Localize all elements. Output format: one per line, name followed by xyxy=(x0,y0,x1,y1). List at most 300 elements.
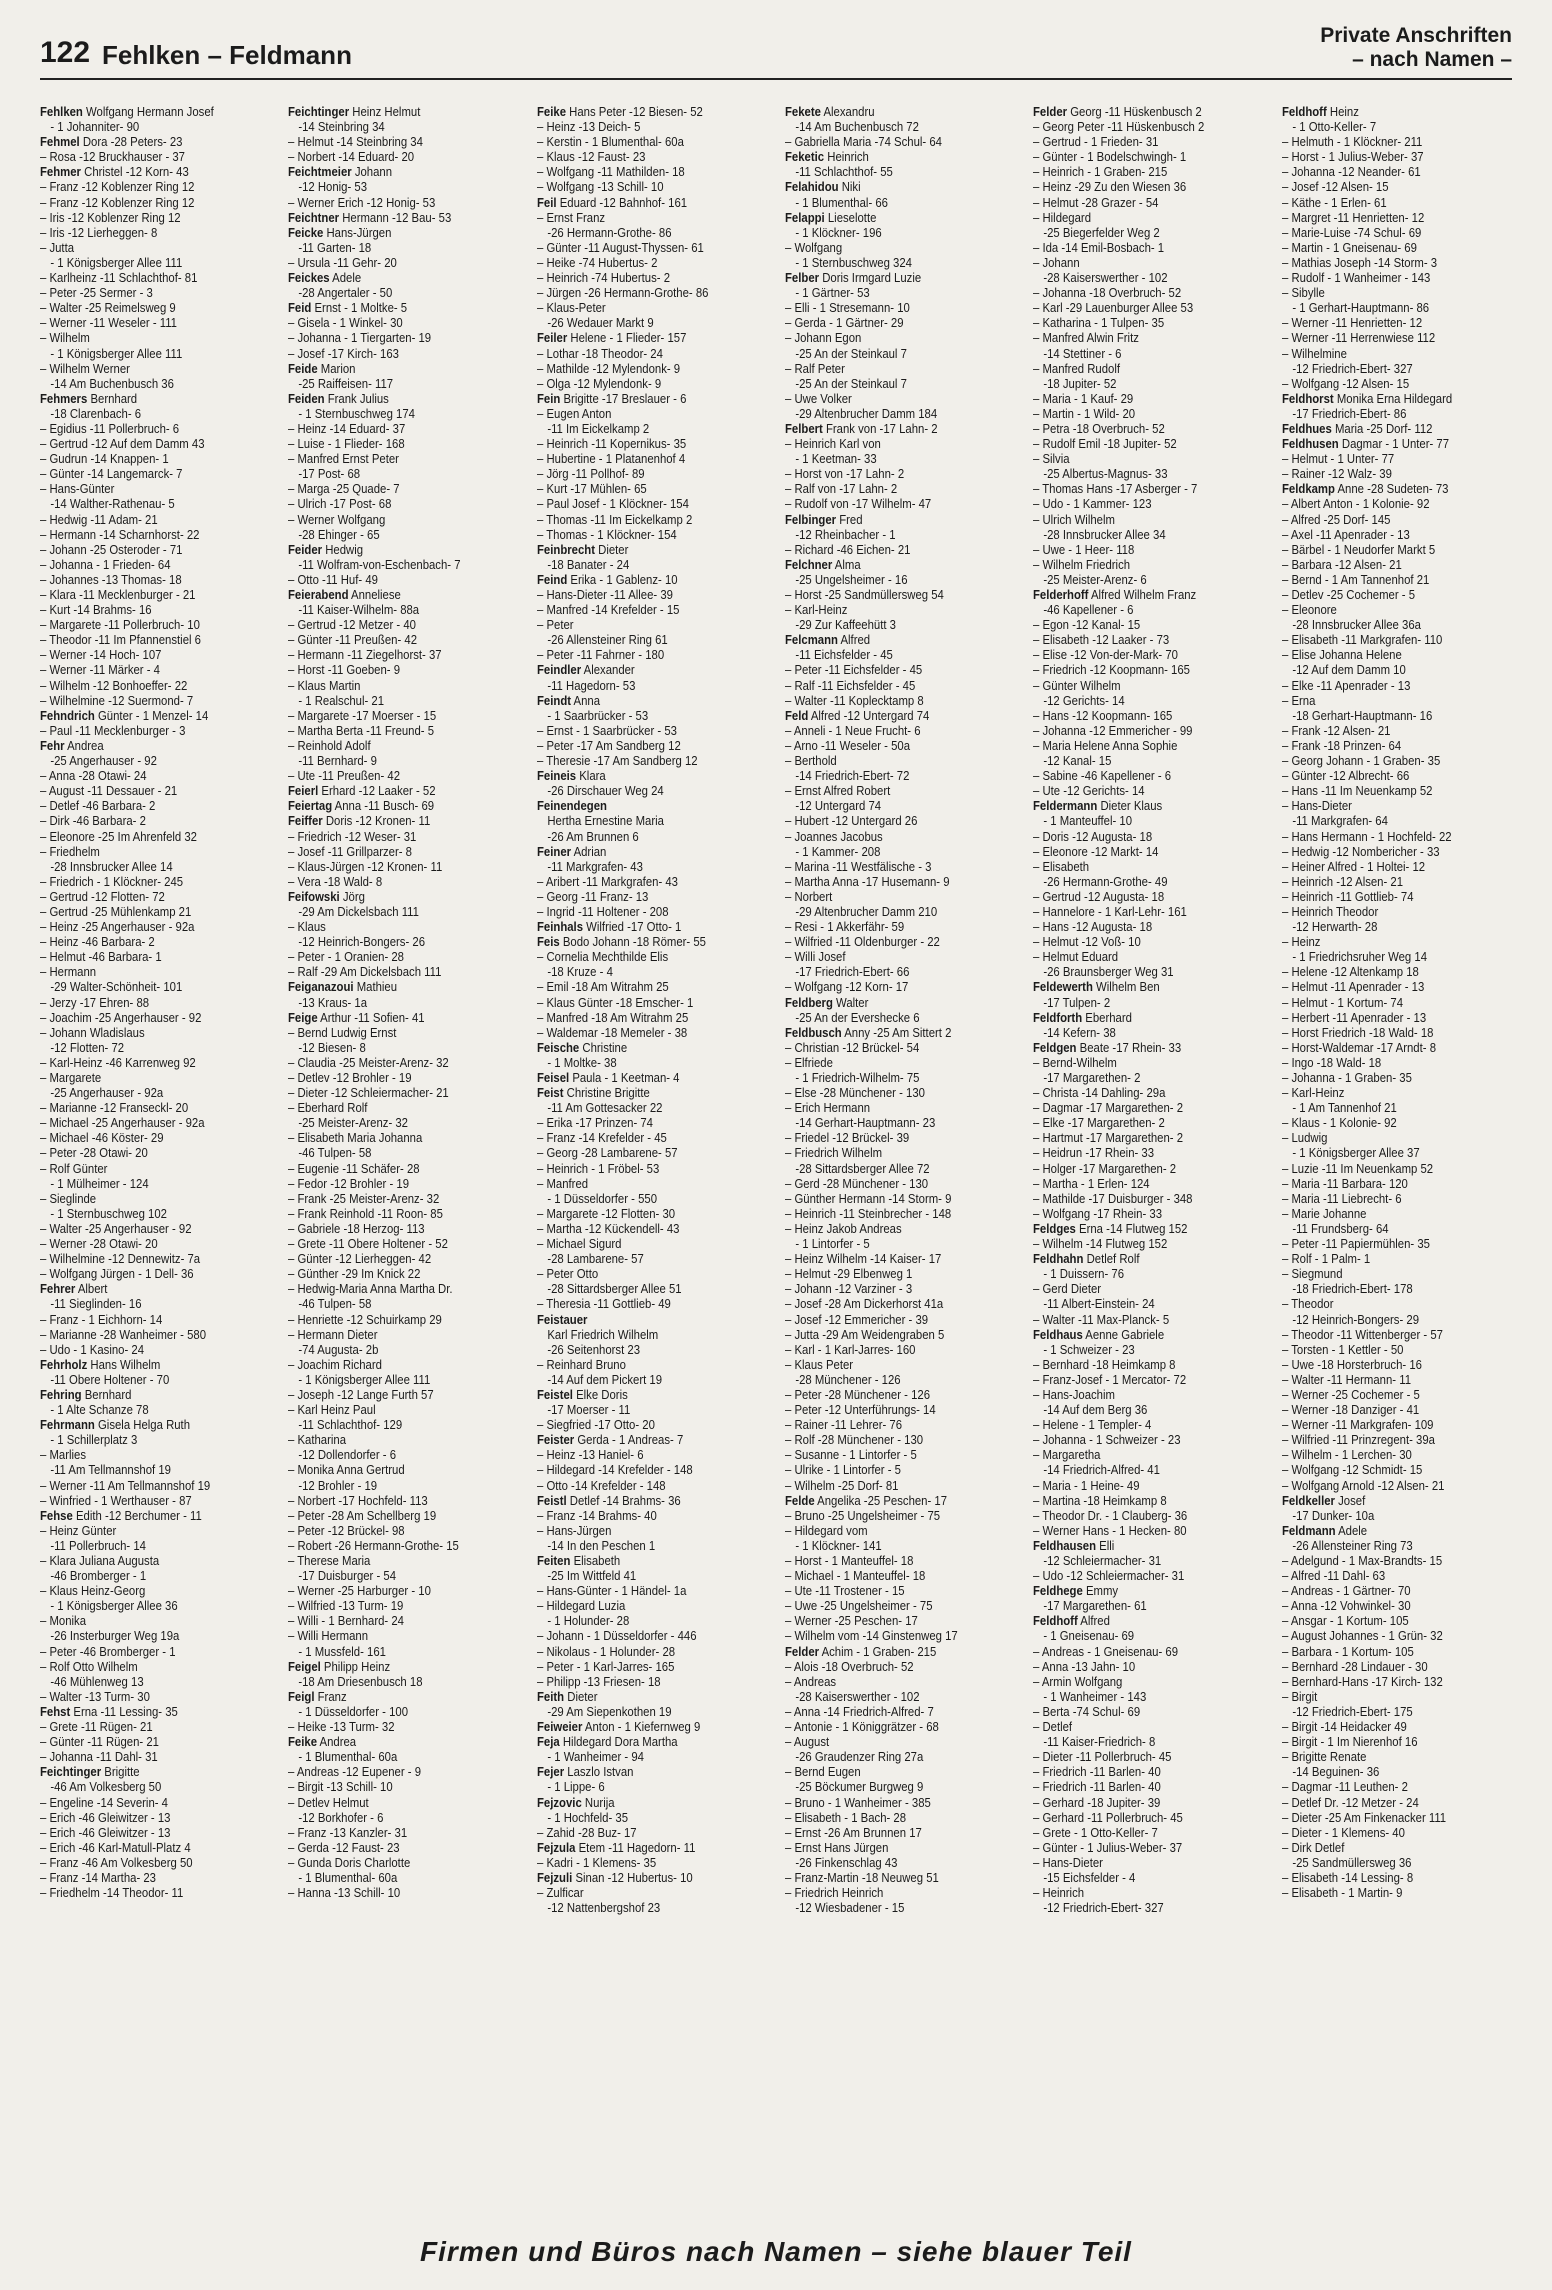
entry-text: – Werner Wolfgang xyxy=(288,511,386,527)
directory-entry xyxy=(1033,1900,1263,1915)
entry-text: – Werner -11 Henrietten- 12 xyxy=(1281,315,1422,331)
entry-surname: Feindt xyxy=(536,692,571,708)
directory-entry xyxy=(288,270,518,285)
directory-entry xyxy=(537,1447,767,1462)
directory-entry xyxy=(40,1236,270,1251)
entry-text: – Nikolaus - 1 Holunder- 28 xyxy=(536,1643,675,1659)
entry-text: – Käthe - 1 Erlen- 61 xyxy=(1281,194,1387,210)
directory-entry xyxy=(288,119,518,134)
entry-text: – Michael - 1 Manteuffel- 18 xyxy=(784,1568,926,1584)
entry-text: – Doris -12 Augusta- 18 xyxy=(1033,828,1153,844)
directory-entry xyxy=(288,466,518,481)
directory-entry xyxy=(288,164,518,179)
entry-text: – Brigitte Renate xyxy=(1281,1749,1367,1765)
entry-surname: Feldermann xyxy=(1033,798,1098,814)
entry-text: – Joseph -12 Lange Furth 57 xyxy=(288,1386,434,1402)
directory-entry xyxy=(537,602,767,617)
directory-entry xyxy=(1033,1553,1263,1568)
entry-text: – Georg Johann - 1 Graben- 35 xyxy=(1281,753,1440,769)
directory-entry xyxy=(785,179,1015,194)
directory-entry xyxy=(1282,1251,1512,1266)
entry-text: – Grete - 1 Otto-Keller- 7 xyxy=(1033,1824,1159,1840)
directory-entry xyxy=(40,995,270,1010)
directory-entry xyxy=(40,829,270,844)
entry-text: – Wilhelm Werner xyxy=(40,360,130,376)
entry-text: – Walter -11 Hermann- 11 xyxy=(1281,1371,1411,1387)
entry-text: – Anna -12 Vohwinkel- 30 xyxy=(1281,1598,1411,1614)
directory-entry xyxy=(1033,391,1263,406)
entry-text: – Werner -28 Otawi- 20 xyxy=(40,1236,158,1252)
directory-entry xyxy=(785,1478,1015,1493)
entry-text: Franz xyxy=(317,1688,347,1704)
directory-entry xyxy=(40,1342,270,1357)
directory-entry xyxy=(288,1296,518,1311)
entry-text: – Dagmar -17 Margarethen- 2 xyxy=(1033,1100,1184,1116)
directory-entry xyxy=(785,572,1015,587)
directory-entry xyxy=(1033,330,1263,345)
entry-text: -28 Lambarene- 57 xyxy=(546,1251,644,1267)
directory-entry xyxy=(1033,708,1263,723)
entry-text: -28 Angertaler - 50 xyxy=(298,285,393,301)
directory-entry xyxy=(1282,753,1512,768)
entry-text: – Wolfgang -17 Rhein- 33 xyxy=(1033,1205,1163,1221)
entry-text: – Heinrich Karl von xyxy=(784,436,881,452)
directory-entry xyxy=(537,270,767,285)
directory-entry xyxy=(40,844,270,859)
entry-text: – Uwe -25 Ungelsheimer - 75 xyxy=(784,1598,933,1614)
entry-text: -26 Dirschauer Weg 24 xyxy=(546,783,664,799)
directory-entry xyxy=(785,904,1015,919)
directory-entry xyxy=(1282,874,1512,889)
directory-entry xyxy=(40,1387,270,1402)
directory-entry xyxy=(537,481,767,496)
entry-text: – Wilhelm xyxy=(40,330,90,346)
entry-surname: Fejer xyxy=(536,1764,564,1780)
entry-text: -17 Duisburger - 54 xyxy=(298,1568,397,1584)
entry-text: – Willi Hermann xyxy=(288,1628,369,1644)
entry-text: – Eleonore xyxy=(1281,602,1337,618)
entry-text: -11 Obere Holtener - 70 xyxy=(50,1371,170,1387)
directory-entry xyxy=(1282,979,1512,994)
directory-entry xyxy=(1033,134,1263,149)
entry-text: – Gabriele -18 Herzog- 113 xyxy=(288,1220,425,1236)
entry-text: -14 Gerhart-Hauptmann- 23 xyxy=(795,1115,936,1131)
directory-entry xyxy=(40,557,270,572)
directory-entry xyxy=(537,255,767,270)
directory-entry xyxy=(1282,1749,1512,1764)
directory-entry xyxy=(785,1719,1015,1734)
directory-entry xyxy=(40,587,270,602)
entry-text: -46 Tulpen- 58 xyxy=(298,1296,372,1312)
directory-entry xyxy=(40,1659,270,1674)
entry-text: – Johanna -11 Dahl- 31 xyxy=(40,1749,158,1765)
entry-surname: Felchner xyxy=(784,556,833,572)
directory-entry xyxy=(537,1568,767,1583)
directory-entry xyxy=(40,1266,270,1281)
directory-entry xyxy=(537,859,767,874)
entry-text: Karl Friedrich Wilhelm xyxy=(546,1326,658,1342)
entry-text: – Martina -18 Heimkamp 8 xyxy=(1033,1492,1167,1508)
directory-entry xyxy=(785,1810,1015,1825)
directory-entry xyxy=(785,466,1015,481)
directory-entry xyxy=(537,1357,767,1372)
directory-entry xyxy=(1282,1176,1512,1191)
entry-text: – Anna -13 Jahn- 10 xyxy=(1033,1658,1136,1674)
directory-entry xyxy=(1282,572,1512,587)
entry-text: – Johann xyxy=(1033,254,1080,270)
directory-entry xyxy=(40,1055,270,1070)
entry-text: – Paul Josef - 1 Klöckner- 154 xyxy=(536,496,689,512)
directory-entry xyxy=(537,617,767,632)
entry-text: – Margarete -12 Flotten- 30 xyxy=(536,1205,675,1221)
directory-entry xyxy=(1282,1432,1512,1447)
directory-entry xyxy=(288,1312,518,1327)
entry-text: – Gertrud -12 Metzer - 40 xyxy=(288,617,417,633)
directory-entry xyxy=(40,1040,270,1055)
entry-text: – Werner Hans - 1 Hecken- 80 xyxy=(1033,1522,1187,1538)
entry-text: – Hans-Joachim xyxy=(1033,1386,1116,1402)
entry-text: – Horst Friedrich -18 Wald- 18 xyxy=(1281,1024,1434,1040)
entry-text: -46 Bromberger - 1 xyxy=(50,1568,147,1584)
entry-text: – Frank Reinhold -11 Roon- 85 xyxy=(288,1205,444,1221)
directory-entry xyxy=(1033,1417,1263,1432)
entry-text: – Klaus Heinz-Georg xyxy=(40,1583,146,1599)
directory-entry xyxy=(785,481,1015,496)
directory-entry xyxy=(1282,1387,1512,1402)
entry-text: -26 Hermann-Grothe- 49 xyxy=(1043,873,1168,889)
directory-entry xyxy=(1282,708,1512,723)
directory-entry xyxy=(40,1357,270,1372)
entry-text: – Wilhelm -14 Flutweg 152 xyxy=(1033,1236,1168,1252)
directory-entry xyxy=(288,315,518,330)
directory-entry xyxy=(288,451,518,466)
entry-surname: Feistauer xyxy=(536,1311,588,1327)
directory-entry xyxy=(1282,798,1512,813)
directory-entry xyxy=(1282,1810,1512,1825)
entry-text: -12 Friedrich-Ebert- 327 xyxy=(1291,360,1413,376)
entry-text: – Vera -18 Wald- 8 xyxy=(288,873,383,889)
entry-text: – Georg Peter -11 Hüskenbusch 2 xyxy=(1033,119,1205,135)
entry-text: – Zulficar xyxy=(536,1885,584,1901)
directory-entry xyxy=(40,949,270,964)
directory-entry xyxy=(1033,164,1263,179)
entry-text: - 1 Johanniter- 90 xyxy=(50,119,140,135)
directory-entry xyxy=(288,1040,518,1055)
directory-entry xyxy=(785,662,1015,677)
directory-entry xyxy=(1282,195,1512,210)
entry-text: – Wilhelm -12 Bonhoeffer- 22 xyxy=(40,677,188,693)
directory-entry xyxy=(785,1100,1015,1115)
entry-text: – Joachim -25 Angerhauser - 92 xyxy=(40,1009,202,1025)
directory-entry xyxy=(785,421,1015,436)
entry-text: - 1 Blumenthal- 60a xyxy=(298,1749,398,1765)
entry-text: – Manfred -14 Krefelder - 15 xyxy=(536,602,680,618)
directory-entry xyxy=(1033,859,1263,874)
entry-text: – Frank -25 Meister-Arenz- 32 xyxy=(288,1190,440,1206)
entry-text: – Dieter -11 Pollerbruch- 45 xyxy=(1033,1749,1172,1765)
entry-text: – Helmut -29 Elbenweg 1 xyxy=(784,1266,913,1282)
entry-text: – Barbara - 1 Kortum- 105 xyxy=(1281,1643,1414,1659)
directory-entry xyxy=(785,149,1015,164)
directory-column-1 xyxy=(40,104,270,2214)
directory-entry xyxy=(1033,1402,1263,1417)
entry-text: -46 Tulpen- 58 xyxy=(298,1145,372,1161)
entry-text: -12 Flotten- 72 xyxy=(50,1039,125,1055)
entry-text: – Torsten - 1 Kettler - 50 xyxy=(1281,1341,1404,1357)
directory-entry xyxy=(785,1161,1015,1176)
entry-text: – Heinz Jakob Andreas xyxy=(784,1220,902,1236)
entry-text: – Johann Wladislaus xyxy=(40,1024,145,1040)
entry-text: – Rudolf Emil -18 Jupiter- 52 xyxy=(1033,436,1178,452)
directory-entry xyxy=(1282,1191,1512,1206)
entry-text: – Theodor -11 Wittenberger - 57 xyxy=(1281,1326,1443,1342)
directory-entry xyxy=(537,1613,767,1628)
directory-entry xyxy=(1033,889,1263,904)
entry-text: Bodo Johann -18 Römer- 55 xyxy=(562,934,706,950)
entry-text: – Peter -11 Fahrner - 180 xyxy=(536,647,664,663)
entry-text: – Elke -11 Apenrader - 13 xyxy=(1281,677,1411,693)
entry-text: -14 Auf dem Berg 36 xyxy=(1043,1402,1148,1418)
directory-entry xyxy=(1033,1734,1263,1749)
entry-text: -26 Allensteiner Ring 61 xyxy=(546,632,668,648)
directory-entry xyxy=(1033,255,1263,270)
directory-entry xyxy=(785,255,1015,270)
entry-surname: Feinendegen xyxy=(536,798,607,814)
directory-entry xyxy=(1033,1840,1263,1855)
directory-entry xyxy=(288,134,518,149)
entry-text: – Hans-Jürgen xyxy=(536,1522,612,1538)
entry-text: – Marie-Luise -74 Schul- 69 xyxy=(1281,224,1421,240)
entry-text: – Heinz xyxy=(1281,934,1321,950)
directory-entry xyxy=(1033,1478,1263,1493)
entry-text: -28 Ehinger - 65 xyxy=(298,526,380,542)
directory-entry xyxy=(785,315,1015,330)
entry-surname: Feider xyxy=(288,541,323,557)
directory-entry xyxy=(1033,346,1263,361)
entry-surname: Feldhoff xyxy=(1033,1613,1079,1629)
entry-text: Detlef Rolf xyxy=(1086,1251,1140,1267)
entry-text: – Martha -12 Kückendell- 43 xyxy=(536,1220,680,1236)
directory-entry xyxy=(1282,1447,1512,1462)
directory-entry xyxy=(40,1025,270,1040)
entry-text: – Karl - 1 Karl-Jarres- 160 xyxy=(784,1341,916,1357)
entry-text: -12 Borkhofer - 6 xyxy=(298,1809,384,1825)
entry-text: – Margarete -17 Moerser - 15 xyxy=(288,707,437,723)
entry-text: – Dieter -25 Am Finkenacker 111 xyxy=(1281,1809,1446,1825)
entry-text: – Herbert -11 Apenrader - 13 xyxy=(1281,1009,1426,1025)
directory-entry xyxy=(785,844,1015,859)
directory-column-2 xyxy=(288,104,518,2214)
entry-text: -12 Untergard 74 xyxy=(795,798,882,814)
directory-entry xyxy=(40,1100,270,1115)
directory-entry xyxy=(40,512,270,527)
directory-entry xyxy=(1282,1070,1512,1085)
entry-text: – Ulrich -17 Post- 68 xyxy=(288,496,392,512)
directory-entry xyxy=(1282,934,1512,949)
entry-text: – Heinz -14 Eduard- 37 xyxy=(288,420,406,436)
directory-entry xyxy=(1282,1538,1512,1553)
directory-entry xyxy=(1282,738,1512,753)
directory-entry xyxy=(1033,225,1263,240)
directory-entry xyxy=(288,874,518,889)
directory-entry xyxy=(785,1010,1015,1025)
directory-entry xyxy=(1033,1689,1263,1704)
directory-entry xyxy=(1282,1040,1512,1055)
directory-entry xyxy=(537,1402,767,1417)
directory-entry xyxy=(537,1100,767,1115)
entry-text: – Margarete xyxy=(40,1070,102,1085)
directory-entry xyxy=(785,949,1015,964)
directory-entry xyxy=(537,527,767,542)
directory-entry xyxy=(288,1191,518,1206)
entry-text: – Martin - 1 Wild- 20 xyxy=(1033,405,1136,421)
entry-text: Angelika -25 Peschen- 17 xyxy=(817,1492,948,1508)
directory-entry xyxy=(288,889,518,904)
entry-text: – Werner -14 Hoch- 107 xyxy=(40,647,162,663)
directory-entry xyxy=(785,964,1015,979)
entry-text: – Joachim Richard xyxy=(288,1356,383,1372)
directory-entry xyxy=(537,949,767,964)
entry-text: -18 Am Driesenbusch 18 xyxy=(298,1673,423,1689)
directory-entry xyxy=(40,1130,270,1145)
entry-text: – Bernhard -28 Lindauer - 30 xyxy=(1281,1658,1428,1674)
entry-surname: Feldkamp xyxy=(1281,481,1335,497)
directory-entry xyxy=(537,1508,767,1523)
entry-text: – Emil -18 Am Witrahm 25 xyxy=(536,979,669,995)
directory-entry xyxy=(785,527,1015,542)
directory-entry xyxy=(785,240,1015,255)
directory-entry xyxy=(288,1251,518,1266)
entry-text: Alfred xyxy=(1080,1613,1111,1629)
directory-entry xyxy=(40,1191,270,1206)
directory-entry xyxy=(288,421,518,436)
directory-entry xyxy=(537,210,767,225)
entry-text: - 1 Schweizer - 23 xyxy=(1043,1341,1136,1357)
directory-entry xyxy=(537,315,767,330)
directory-entry xyxy=(785,1055,1015,1070)
entry-surname: Feldewerth xyxy=(1033,979,1094,995)
entry-text: -18 Jupiter- 52 xyxy=(1043,375,1117,391)
directory-entry xyxy=(40,134,270,149)
directory-entry xyxy=(537,1176,767,1191)
directory-entry xyxy=(785,1176,1015,1191)
directory-entry xyxy=(785,693,1015,708)
directory-entry xyxy=(1033,1493,1263,1508)
directory-entry xyxy=(537,1840,767,1855)
entry-text: – Willi - 1 Bernhard- 24 xyxy=(288,1613,405,1629)
entry-text: – Werner -11 Markgrafen- 109 xyxy=(1281,1417,1434,1433)
directory-entry xyxy=(785,1689,1015,1704)
entry-surname: Feichtner xyxy=(288,209,340,225)
directory-entry xyxy=(537,1070,767,1085)
directory-entry xyxy=(1033,602,1263,617)
directory-entry xyxy=(785,1432,1015,1447)
entry-text: -26 Seitenhorst 23 xyxy=(546,1341,640,1357)
directory-entry xyxy=(1282,723,1512,738)
entry-text: Heinz Helmut xyxy=(352,104,421,119)
entry-text: – Johann -25 Osteroder - 71 xyxy=(40,541,183,557)
entry-text: – Eugenie -11 Schäfer- 28 xyxy=(288,1160,420,1176)
entry-text: – Olga -12 Mylendonk- 9 xyxy=(536,375,661,391)
directory-entry xyxy=(1033,1010,1263,1025)
entry-text: -11 Pollerbruch- 14 xyxy=(50,1537,146,1553)
entry-text: -12 Gerichts- 14 xyxy=(1043,692,1125,708)
entry-text: – Frank -18 Prinzen- 64 xyxy=(1281,737,1401,753)
directory-entry xyxy=(288,1372,518,1387)
entry-text: – Heinrich Theodor xyxy=(1281,903,1378,919)
directory-entry xyxy=(537,376,767,391)
entry-text: – Werner Erich -12 Honig- 53 xyxy=(288,194,436,210)
directory-entry xyxy=(1282,1628,1512,1643)
entry-text: – Johanna - 1 Frieden- 64 xyxy=(40,556,171,572)
entry-text: – Franz -12 Koblenzer Ring 12 xyxy=(40,194,195,210)
directory-entry xyxy=(537,768,767,783)
directory-entry xyxy=(1033,1191,1263,1206)
entry-text: - 1 Klöckner- 196 xyxy=(795,224,882,240)
entry-surname: Feldhorst xyxy=(1281,390,1334,406)
directory-entry xyxy=(1033,783,1263,798)
entry-text: -28 Innsbrucker Allee 34 xyxy=(1043,526,1166,542)
directory-entry xyxy=(785,995,1015,1010)
entry-text: -18 Friedrich-Ebert- 178 xyxy=(1291,1281,1413,1297)
entry-text: Etem -11 Hagedorn- 11 xyxy=(578,1839,696,1855)
directory-entry xyxy=(785,557,1015,572)
entry-text: – Hermann xyxy=(40,964,97,980)
entry-text: - 1 Sternbuschweg 102 xyxy=(50,1205,167,1221)
entry-text: – Luise - 1 Flieder- 168 xyxy=(288,436,405,452)
directory-entry xyxy=(785,1568,1015,1583)
directory-entry xyxy=(537,1523,767,1538)
entry-surname: Felder xyxy=(784,1643,820,1659)
entry-surname: Feistel xyxy=(536,1386,573,1402)
entry-text: – Heinrich -11 Kopernikus- 35 xyxy=(536,436,686,452)
entry-surname: Fejzuli xyxy=(536,1869,572,1885)
entry-text: Edith -12 Berchumer - 11 xyxy=(75,1507,202,1523)
directory-entry xyxy=(40,1312,270,1327)
directory-entry xyxy=(1282,451,1512,466)
directory-entry xyxy=(40,361,270,376)
entry-text: - 1 Königsberger Allee 37 xyxy=(1291,1145,1420,1161)
entry-text: Wilhelm Ben xyxy=(1096,979,1161,995)
directory-entry xyxy=(1033,753,1263,768)
directory-entry xyxy=(785,195,1015,210)
entry-text: – Heinrich -12 Alsen- 21 xyxy=(1281,873,1403,889)
directory-entry xyxy=(288,1462,518,1477)
entry-text: – Christa -14 Dahling- 29a xyxy=(1033,1085,1166,1101)
entry-text: – Helmut -28 Grazer - 54 xyxy=(1033,194,1159,210)
directory-entry xyxy=(1033,949,1263,964)
entry-text: – Kadri - 1 Klemens- 35 xyxy=(536,1854,656,1870)
entry-text: – Heidrun -17 Rhein- 33 xyxy=(1033,1145,1155,1161)
directory-entry xyxy=(1033,1870,1263,1885)
entry-text: – Heinrich - 1 Graben- 215 xyxy=(1033,164,1168,180)
directory-entry xyxy=(785,376,1015,391)
entry-text: – Horst -11 Goeben- 9 xyxy=(288,662,401,678)
entry-text: – Barbara -12 Alsen- 21 xyxy=(1281,556,1402,572)
entry-text: -14 Steinbring 34 xyxy=(298,119,386,135)
directory-entry xyxy=(40,1281,270,1296)
entry-surname: Fehst xyxy=(40,1703,71,1719)
directory-entry xyxy=(537,195,767,210)
directory-entry xyxy=(288,1402,518,1417)
entry-surname: Feith xyxy=(536,1688,564,1704)
directory-entry xyxy=(288,1357,518,1372)
directory-entry xyxy=(1282,1085,1512,1100)
directory-entry xyxy=(40,1628,270,1643)
entry-text: – Karl-Heinz -46 Karrenweg 92 xyxy=(40,1054,196,1070)
entry-text: -26 Allensteiner Ring 73 xyxy=(1291,1537,1413,1553)
directory-entry xyxy=(288,1055,518,1070)
